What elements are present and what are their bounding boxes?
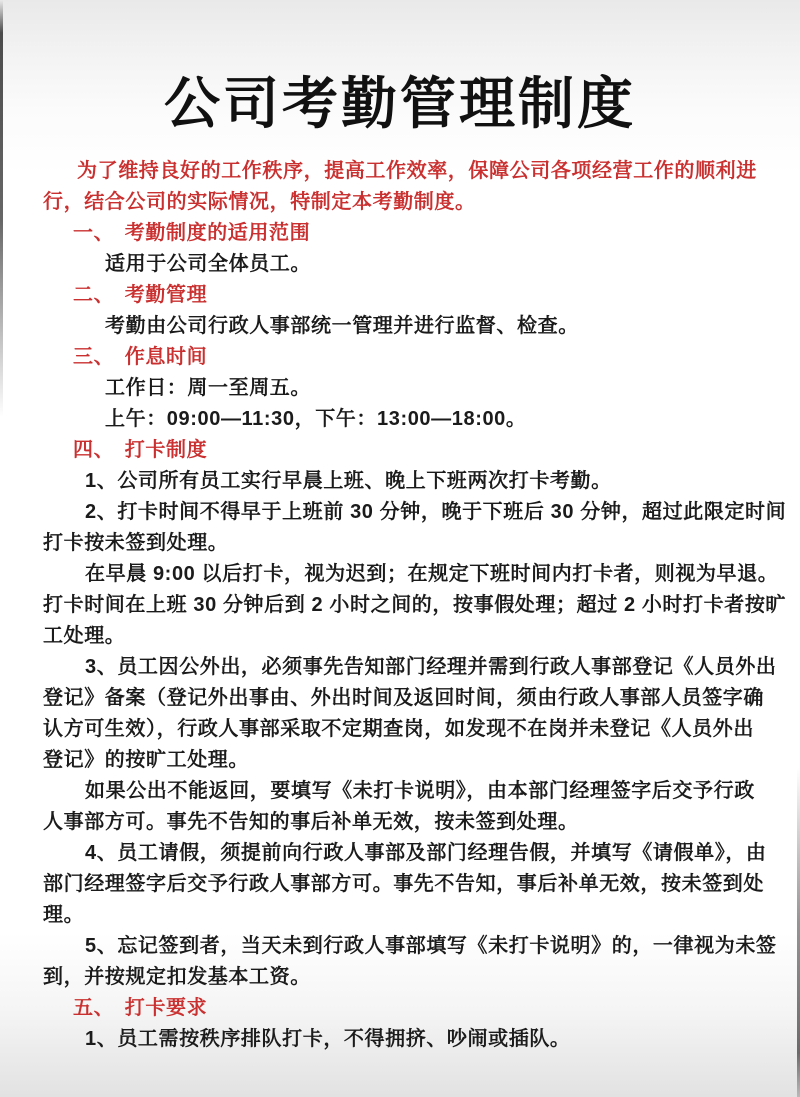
text-line: 到，并按规定扣发基本工资。	[43, 966, 311, 988]
text-line: 2、打卡时间不得早于上班前 30 分钟，晚于下班后 30 分钟，超过此限定时间	[85, 501, 787, 523]
text-line: 登记》的按旷工处理。	[43, 749, 249, 771]
document-body	[43, 156, 787, 1055]
text-line: 三、 作息时间	[73, 346, 208, 368]
text-line: 人事部方可。事先不告知的事后补单无效，按未签到处理。	[43, 811, 579, 833]
text-line: 打卡按未签到处理。	[43, 532, 229, 554]
text-line: 4、员工请假，须提前向行政人事部及部门经理告假，并填写《请假单》，由	[85, 842, 767, 864]
text-line: 四、 打卡制度	[73, 439, 208, 461]
text-line: 1、员工需按秩序排队打卡，不得拥挤、吵闹或插队。	[85, 1028, 571, 1050]
left-edge-shadow	[0, 0, 3, 1097]
text-line: 理。	[43, 904, 85, 926]
text-line: 认方可生效），行政人事部采取不定期查岗，如发现不在岗并未登记《人员外出	[43, 718, 754, 740]
text-line: 部门经理签字后交予行政人事部方可。事先不告知，事后补单无效，按未签到处	[43, 873, 764, 895]
text-line: 二、 考勤管理	[73, 284, 208, 306]
text-line: 五、 打卡要求	[73, 997, 208, 1019]
text-line: 打卡时间在上班 30 分钟后到 2 小时之间的，按事假处理；超过 2 小时打卡者按旷	[43, 594, 787, 616]
text-line: 上午：09:00—11:30，下午：13:00—18:00。	[105, 408, 527, 430]
document-title: 公司考勤管理制度	[164, 72, 636, 135]
text-line: 考勤由公司行政人事部统一管理并进行监督、检查。	[105, 315, 579, 337]
text-line: 3、员工因公外出，必须事先告知部门经理并需到行政人事部登记《人员外出	[85, 656, 777, 678]
text-line: 1、公司所有员工实行早晨上班、晚上下班两次打卡考勤。	[85, 470, 612, 492]
text-line: 适用于公司全体员工。	[105, 253, 311, 275]
text-line: 一、 考勤制度的适用范围	[73, 222, 311, 244]
text-line: 如果公出不能返回，要填写《未打卡说明》，由本部门经理签字后交予行政	[85, 780, 755, 802]
text-line: 登记》备案（登记外出事由、外出时间及返回时间，须由行政人事部人员签字确	[43, 687, 764, 709]
text-line: 为了维持良好的工作秩序，提高工作效率，保障公司各项经营工作的顺利进	[77, 160, 757, 182]
text-line: 在早晨 9:00 以后打卡，视为迟到；在规定下班时间内打卡者，则视为早退。	[85, 563, 779, 585]
text-line: 行，结合公司的实际情况，特制定本考勤制度。	[43, 191, 476, 213]
text-line: 5、忘记签到者，当天未到行政人事部填写《未打卡说明》的，一律视为未签	[85, 935, 777, 957]
text-line: 工作日：周一至周五。	[105, 377, 311, 399]
text-line: 工处理。	[43, 625, 126, 647]
